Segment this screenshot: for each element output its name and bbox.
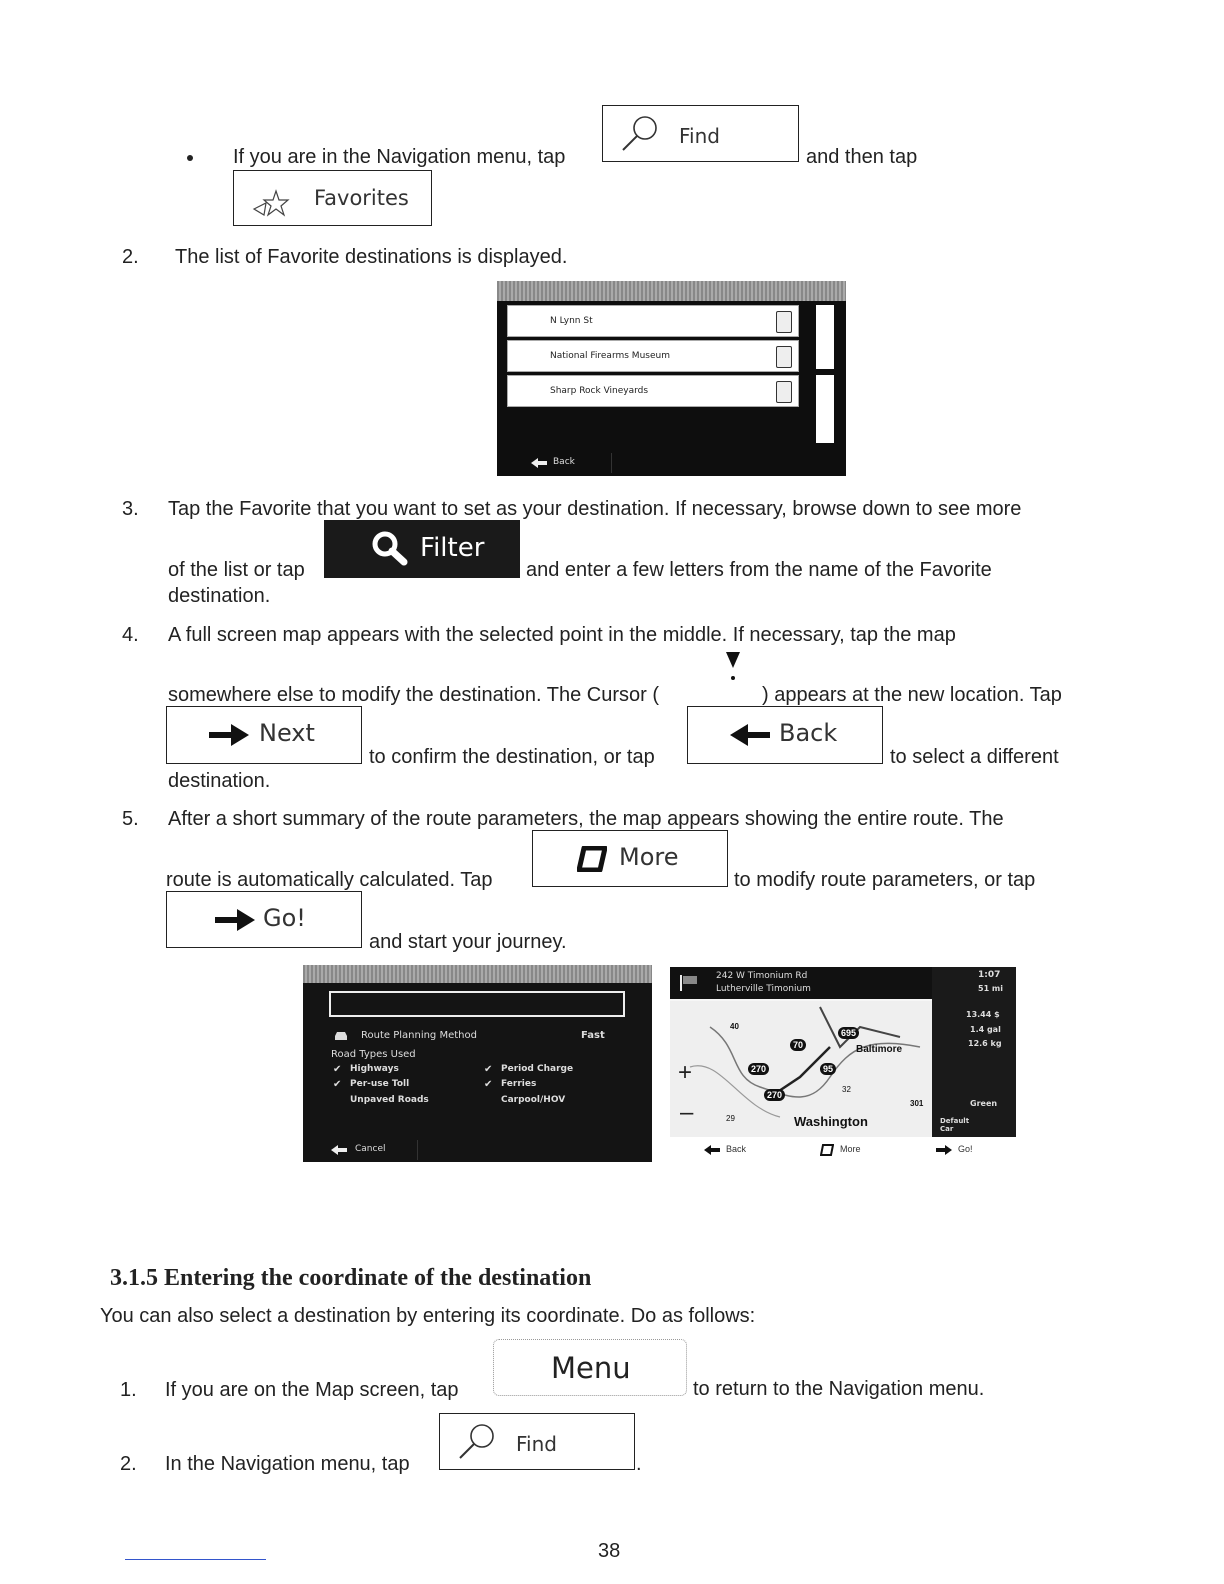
back-button[interactable] bbox=[687, 706, 883, 764]
favorite-name: Sharp Rock Vineyards bbox=[550, 386, 649, 396]
step5-line2-post: to modify route parameters, or tap bbox=[734, 869, 1036, 891]
route-method-value: Fast bbox=[581, 1030, 605, 1041]
favorites-button[interactable] bbox=[233, 170, 432, 226]
sec-step2-pre: In the Navigation menu, tap bbox=[165, 1453, 410, 1475]
sec-step1-pre: If you are on the Map screen, tap bbox=[165, 1379, 459, 1401]
favorites-label: Favorites bbox=[314, 186, 409, 210]
arrow-left-icon bbox=[331, 1145, 347, 1155]
trash-icon[interactable] bbox=[776, 311, 792, 333]
sec-step2-number: 2. bbox=[120, 1453, 137, 1475]
back-softkey[interactable]: Back bbox=[726, 1144, 747, 1154]
bullet1-post: and then tap bbox=[806, 146, 918, 168]
back-label: Back bbox=[553, 457, 575, 467]
favorite-name: N Lynn St bbox=[550, 316, 593, 326]
step4-number: 4. bbox=[122, 624, 139, 646]
more-icon bbox=[577, 846, 607, 872]
route-summary-screenshot bbox=[303, 965, 652, 1162]
arrow-left-icon bbox=[730, 724, 770, 746]
option-highways: Highways bbox=[350, 1064, 399, 1074]
city-baltimore: Baltimore bbox=[856, 1044, 903, 1055]
arrow-left-icon bbox=[531, 458, 547, 468]
city-washington: Washington bbox=[794, 1114, 868, 1129]
route-method-label: Route Planning Method bbox=[361, 1030, 477, 1041]
sec-step1-post: to return to the Navigation menu. bbox=[693, 1378, 985, 1400]
option-ferries: Ferries bbox=[501, 1079, 537, 1089]
back-softkey[interactable] bbox=[507, 453, 612, 473]
find-label: Find bbox=[516, 1432, 557, 1456]
step4-line4: destination. bbox=[168, 770, 271, 792]
road-shield: 32 bbox=[842, 1085, 851, 1094]
favorite-item[interactable] bbox=[507, 375, 799, 407]
step4-mid: to confirm the destination, or tap bbox=[369, 746, 655, 768]
trip-fuel: 1.4 gal bbox=[970, 1025, 1001, 1034]
step3-line1: Tap the Favorite that you want to set as your destination. If necessary, browse down to see more bbox=[168, 498, 1022, 520]
back-label: Back bbox=[779, 719, 838, 747]
cancel-softkey[interactable] bbox=[313, 1140, 418, 1160]
step5-line3: and start your journey. bbox=[369, 931, 567, 953]
magnifier-icon bbox=[370, 530, 410, 566]
step3-line2-pre: of the list or tap bbox=[168, 559, 305, 581]
step5-line2-pre: route is automatically calculated. Tap bbox=[166, 869, 493, 891]
find-button[interactable] bbox=[602, 105, 799, 162]
step3-line3: destination. bbox=[168, 585, 271, 607]
section-intro: You can also select a destination by entering its coordinate. Do as follows: bbox=[100, 1305, 756, 1327]
road-shield: 95 bbox=[820, 1063, 836, 1075]
search-icon bbox=[617, 114, 661, 154]
go-softkey[interactable]: Go! bbox=[958, 1144, 973, 1154]
menu-button[interactable] bbox=[493, 1339, 687, 1396]
scrollbar-track bbox=[816, 375, 834, 443]
filter-button[interactable] bbox=[324, 520, 520, 578]
road-shield: 70 bbox=[790, 1039, 806, 1051]
checkered-flag-icon bbox=[678, 973, 700, 993]
sec-step1-number: 1. bbox=[120, 1379, 137, 1401]
go-label: Go! bbox=[263, 904, 306, 932]
page-number: 38 bbox=[598, 1540, 621, 1562]
address-line1: 242 W Timonium Rd bbox=[716, 971, 808, 981]
step3-line2-post: and enter a few letters from the name of the Favorite bbox=[526, 559, 992, 581]
trip-co2: 12.6 kg bbox=[968, 1039, 1002, 1048]
favorite-item[interactable] bbox=[507, 340, 799, 372]
screenshot-header bbox=[497, 281, 846, 301]
section-title: 3.1.5 Entering the coordinate of the destination bbox=[110, 1265, 592, 1291]
step2-text: The list of Favorite destinations is displayed. bbox=[175, 246, 568, 268]
option-unpaved: Unpaved Roads bbox=[350, 1095, 429, 1105]
road-types-label: Road Types Used bbox=[331, 1049, 416, 1060]
menu-label: Menu bbox=[551, 1351, 631, 1385]
find-button[interactable] bbox=[439, 1413, 635, 1470]
road-shield: 40 bbox=[730, 1022, 739, 1031]
cursor-icon bbox=[723, 650, 743, 684]
destination-banner bbox=[670, 967, 932, 999]
go-button[interactable] bbox=[166, 891, 362, 948]
option-carpool: Carpool/HOV bbox=[501, 1095, 566, 1105]
screenshot-header bbox=[303, 965, 652, 983]
favorites-screenshot bbox=[497, 281, 846, 476]
more-label: More bbox=[619, 843, 679, 871]
arrow-right-icon bbox=[936, 1145, 952, 1155]
favorite-item[interactable] bbox=[507, 305, 799, 337]
trip-cost: 13.44 $ bbox=[966, 1010, 1000, 1019]
step4-line2-post: ) appears at the new location. Tap bbox=[762, 684, 1062, 706]
road-shield: 29 bbox=[726, 1114, 735, 1123]
more-softkey[interactable]: More bbox=[840, 1144, 861, 1154]
option-check: ✔ bbox=[333, 1079, 342, 1090]
step2-number: 2. bbox=[122, 246, 139, 268]
cancel-label: Cancel bbox=[355, 1144, 386, 1154]
filter-label: Filter bbox=[420, 533, 485, 563]
route-summary-box bbox=[329, 991, 625, 1017]
arrow-left-icon bbox=[704, 1145, 720, 1155]
address-line2: Lutherville Timonium bbox=[716, 984, 811, 994]
search-icon bbox=[454, 1422, 498, 1462]
step4-line2-pre: somewhere else to modify the destination. The Cursor ( bbox=[168, 684, 659, 706]
road-shield: 695 bbox=[838, 1027, 859, 1039]
option-check: ✔ bbox=[484, 1064, 493, 1075]
more-button[interactable] bbox=[532, 830, 728, 887]
next-button[interactable] bbox=[166, 706, 362, 764]
favorites-icon bbox=[252, 189, 292, 217]
footnote-rule bbox=[125, 1559, 266, 1560]
bullet bbox=[187, 155, 193, 161]
step4-post: to select a different bbox=[890, 746, 1059, 768]
favorite-name: National Firearms Museum bbox=[550, 351, 670, 361]
next-label: Next bbox=[259, 719, 315, 747]
road-shield: 270 bbox=[748, 1063, 769, 1075]
option-period: Period Charge bbox=[501, 1064, 574, 1074]
bullet1-text: If you are in the Navigation menu, tap bbox=[233, 146, 566, 168]
trash-icon[interactable] bbox=[776, 346, 792, 368]
road-shield: 270 bbox=[764, 1089, 785, 1101]
route-map-screenshot bbox=[670, 967, 1016, 1162]
zoom-out-icon[interactable]: – bbox=[680, 1099, 694, 1126]
sec-step2-post: . bbox=[636, 1453, 642, 1475]
step4-line1: A full screen map appears with the selected point in the middle. If necessary, tap the map bbox=[168, 624, 956, 646]
map-softkeys bbox=[670, 1137, 1016, 1162]
option-check: ✔ bbox=[484, 1079, 493, 1090]
arrow-right-icon bbox=[209, 724, 249, 746]
trip-info-panel bbox=[932, 967, 1016, 1137]
zoom-in-icon[interactable]: + bbox=[678, 1059, 693, 1086]
eco-label: Green bbox=[970, 1099, 998, 1108]
step5-number: 5. bbox=[122, 808, 139, 830]
trash-icon[interactable] bbox=[776, 381, 792, 403]
time-remaining: 1:07 bbox=[978, 970, 1001, 980]
option-check: ✔ bbox=[333, 1064, 342, 1075]
vehicle-label: Default Car bbox=[940, 1117, 970, 1133]
option-toll: Per-use Toll bbox=[350, 1079, 410, 1089]
distance-remaining: 51 mi bbox=[978, 984, 1003, 993]
arrow-right-icon bbox=[215, 909, 255, 931]
step3-number: 3. bbox=[122, 498, 139, 520]
car-icon bbox=[333, 1030, 349, 1042]
step5-line1: After a short summary of the route parameters, the map appears showing the entire route. The bbox=[168, 808, 1004, 830]
road-shield: 301 bbox=[910, 1099, 924, 1108]
more-icon bbox=[820, 1144, 834, 1156]
scrollbar[interactable] bbox=[816, 305, 834, 369]
find-label: Find bbox=[679, 124, 720, 148]
